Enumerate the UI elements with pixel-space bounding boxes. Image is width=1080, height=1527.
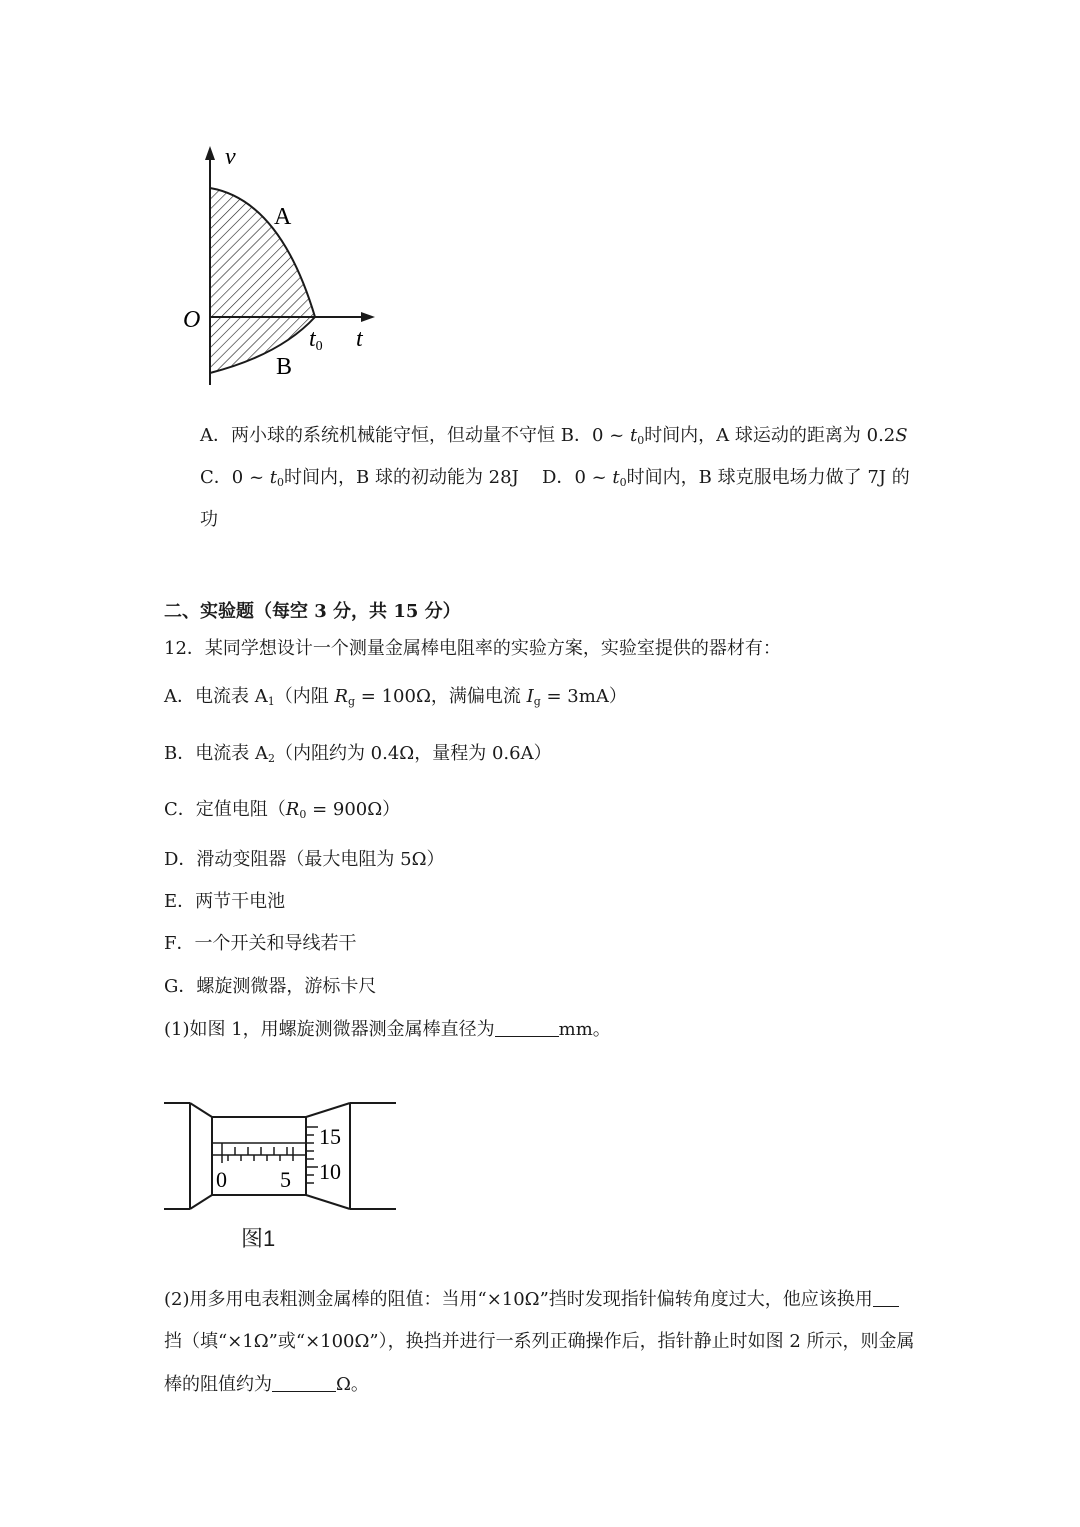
curve-a-area [210, 188, 315, 317]
v-axis-arrow [205, 146, 215, 160]
equipment-g: G．螺旋测微器，游标卡尺 [164, 976, 377, 997]
part1-question: (1)如图 1，用螺旋测微器测金属棒直径为 mm。 [164, 1019, 611, 1040]
curve-b-area [210, 317, 315, 373]
equipment-b: B．电流表 $A_2$（内阻约为 0.4Ω，量程为 0.6A） [164, 743, 552, 765]
q11-option-c: C．0 ~ $t_0$时间内，B 球的初动能为 28J [200, 467, 519, 489]
q11-option-a: A．两小球的系统机械能守恒，但动量不守恒 [200, 425, 555, 446]
vt-graph [170, 140, 390, 390]
main-scale-label-5: 5 [280, 1167, 291, 1192]
equipment-e: E．两节干电池 [164, 891, 286, 912]
part2-line2: 挡（填“×1Ω”或“×100Ω”），换挡并进行一系列正确操作后，指针静止时如图 2 所示，则金属 [164, 1331, 915, 1352]
answer-blank-3[interactable] [272, 1373, 336, 1392]
t-axis-arrow [361, 312, 375, 322]
curve-a-label: A [274, 204, 292, 230]
section-heading: 二、实验题（每空 3 分，共 15 分） [164, 601, 461, 622]
t0-label: t0 [309, 326, 323, 354]
q11-option-b: B．0 ~ $t_0$时间内，A 球运动的距离为 0.2S [560, 425, 908, 447]
thimble-label-15: 15 [319, 1124, 341, 1149]
equipment-d: D．滑动变阻器（最大电阻为 5Ω） [164, 849, 445, 870]
thimble-label-10: 10 [319, 1159, 341, 1184]
part2-line3: 棒的阻值约为 Ω。 [164, 1374, 369, 1395]
part2-line1: (2)用多用电表粗测金属棒的阻值：当用“×10Ω”挡时发现指针偏转角度过大，他应该换用 [164, 1288, 899, 1312]
q11-option-d: D．0 ~ $t_0$时间内，B 球克服电场力做了 7J 的 [542, 467, 910, 489]
micrometer-figure [160, 1095, 400, 1215]
figure-1-caption: 图1 [241, 1226, 276, 1251]
equipment-a: A．电流表 $A_1$（内阻 $R_g = 100\Omega$，满偏电流 $I_g = 3mA$） [164, 686, 627, 708]
curve-b-label: B [276, 354, 293, 380]
q11-option-a-b [200, 424, 908, 453]
t-axis-label: t [356, 326, 363, 352]
answer-blank-2[interactable] [873, 1288, 899, 1307]
equipment-f: F．一个开关和导线若干 [164, 933, 357, 954]
answer-blank-1[interactable] [495, 1018, 559, 1037]
main-scale-label-0: 0 [216, 1167, 227, 1192]
v-axis-label: v [225, 144, 236, 170]
equipment-c: C．定值电阻$(R_0 = 900\Omega)$ [164, 799, 401, 821]
q12-intro: 12．某同学想设计一个测量金属棒电阻率的实验方案，实验室提供的器材有： [164, 638, 781, 659]
q11-option-d-continued: 功 [200, 509, 218, 530]
origin-label: O [183, 307, 201, 333]
